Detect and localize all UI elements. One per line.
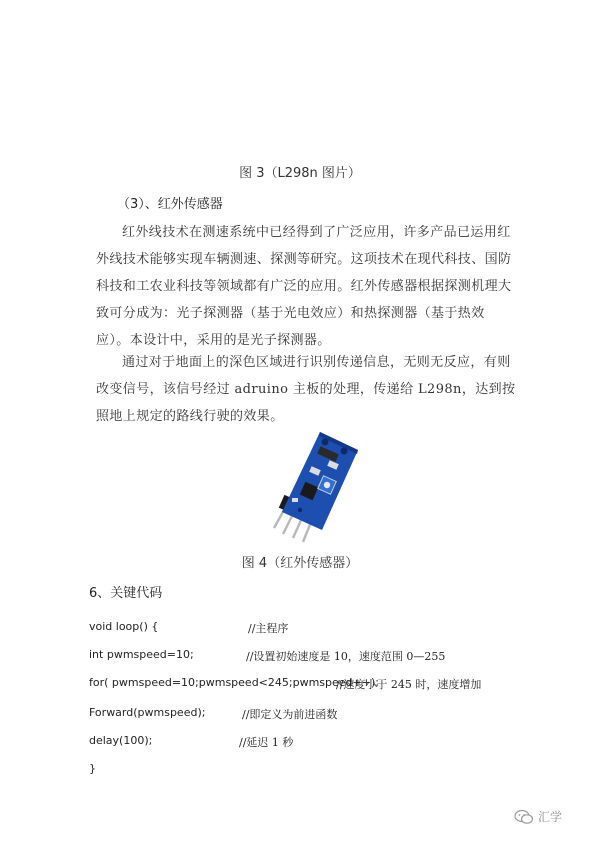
- watermark-text: 汇学: [538, 810, 563, 824]
- code-comment: //设置初始速度是 10，速度范围 0—255: [246, 650, 446, 663]
- paragraph-signal-description: 通过对于地面上的深色区域进行识别传递信息，无则无反应，有则改变信号，该信号经过 adruino 主板的处理，传递给 L298n，达到按照地上规定的路线行驶的效果。: [96, 355, 516, 424]
- wechat-icon: [514, 809, 534, 825]
- code-comment: //速度小于 245 时，速度增加: [336, 678, 482, 691]
- code-line: void loop() {: [89, 620, 159, 633]
- figure3-caption: 图 3（L298n 图片）: [239, 166, 361, 181]
- code-comment: //主程序: [248, 622, 289, 635]
- code-line: delay(100);: [89, 734, 153, 747]
- code-line: }: [89, 762, 96, 775]
- key-code-heading: 6、关键代码: [89, 586, 163, 601]
- figure4-caption: 图 4（红外传感器）: [241, 556, 359, 571]
- section-heading: （3）、红外传感器: [117, 197, 223, 212]
- code-comment: //即定义为前进函数: [242, 708, 338, 721]
- infrared-sensor-image: [262, 428, 372, 548]
- watermark: [514, 808, 562, 825]
- code-comment: //延迟 1 秒: [239, 736, 294, 749]
- code-line: int pwmspeed=10;: [89, 648, 194, 661]
- code-line: for( pwmspeed=10;pwmspeed<245;pwmspeed++);: [89, 676, 379, 689]
- paragraph-infrared-intro: 红外线技术在测速系统中已经得到了广泛应用，许多产品已运用红外线技术能够实现车辆测速、探测等研究。这项技术在现代科技、国防科技和工农业科技等领域都有广泛的应用。红外传感器根据探测机理大致可分成为：光子探测器（基于光电效应）和热探测器（基于热效应）。本设计中，采用的是光子探测器。: [96, 225, 512, 348]
- code-line: Forward(pwmspeed);: [89, 706, 206, 719]
